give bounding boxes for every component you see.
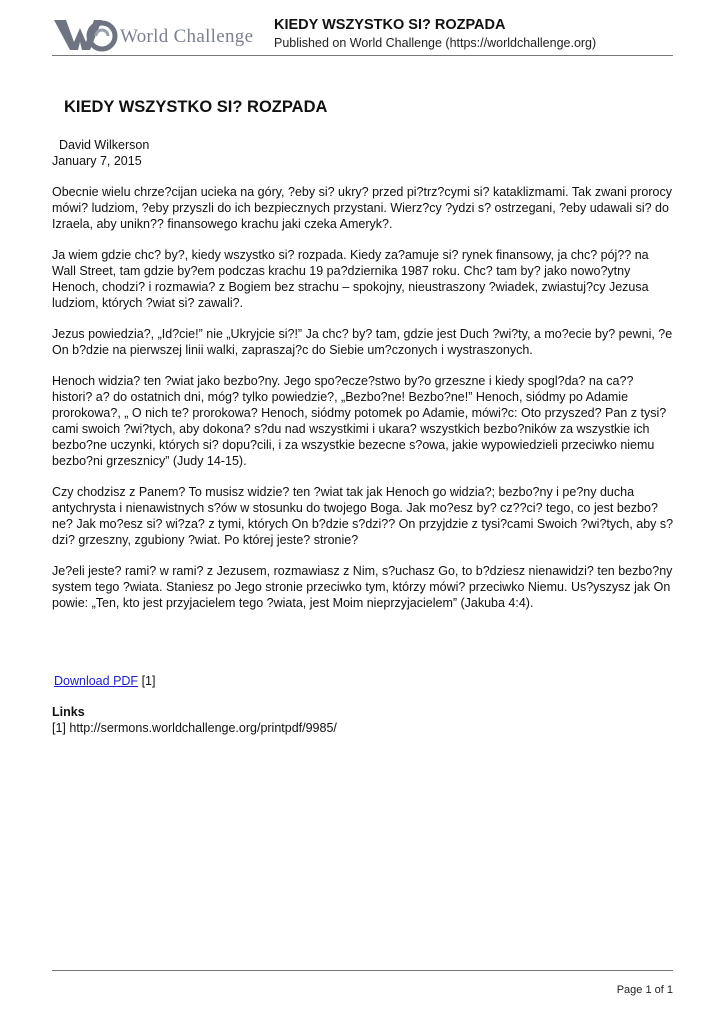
article-title: KIEDY WSZYSTKO SI? ROZPADA xyxy=(64,98,328,116)
paragraph: Czy chodzisz z Panem? To musisz widzie? ten ?wiat tak jak Henoch go widzia?; bezbo?ny i pe?ny ducha antychrysta i nienawistnych s?ów w stosunku do twojego Boga. Jak mo?esz by? cz??ci? tego, co jest bezbo?ne? Jak mo?esz si? wi?za? z tymi, których On b?dzie s?dzi?? On przyjdzie z tysi?cami Swoich ?wi?tych, aby s?dzi? grzeszny, zgubiony ?wiat. Po której jeste? stronie? xyxy=(52,485,674,547)
paragraph: Je?eli jeste? rami? w rami? z Jezusem, rozmawiasz z Nim, s?uchasz Go, to b?dziesz nienawidzi? ten bezbo?ny system tego ?wiata. Staniesz po Jego stronie przeciwko tym, którzy mówi? przeciwko Niemu. Us?yszysz jak On powie: „Ten, kto jest przyjacielem tego ?wiata, jest Moim nieprzyjacielem” (Jakuba 4:4). xyxy=(52,564,673,610)
page-header xyxy=(52,12,673,56)
header-divider xyxy=(52,55,673,56)
download-ref: [1] xyxy=(141,674,156,688)
footer-divider xyxy=(52,970,673,971)
paragraph: Jezus powiedzia?, „Id?cie!” nie „Ukryjcie si?!” Ja chc? by? tam, gdzie jest Duch ?wi?ty, a mo?ecie by? pewni, ?e On b?dzie na pierwszej linii walki, zapraszaj?c do Siebie um?czonych i wystraszonych. xyxy=(52,327,673,357)
download-row xyxy=(52,673,674,689)
world-challenge-logo[interactable] xyxy=(52,16,262,56)
page-number: Page 1 of 1 xyxy=(616,984,673,996)
logo-wordmark: World Challenge xyxy=(120,26,254,47)
paragraph: Henoch widzia? ten ?wiat jako bezbo?ny. Jego spo?ecze?stwo by?o grzeszne i kiedy spogl?da? na ca?? histori? a? do ostatnich dni, móg? tylko powiedzie?, „Bezbo?ne! Bezbo?ne!” Henoch, siódmy po Adamie prorokowa?, „ O nich te? prorokowa? Henoch, siódmy potomek po Adamie, mówi?c: Oto przyszed? Pan z tysi?cami swoich ?wi?tych, aby dokona? s?du nad wszystkimi i ukara? wszystkich bezbo?ników za wszystkie ich bezbo?ne uczynki, których si? dopu?cili, i za wszystkie bezecne s?owa, jakie wypowiedzieli przeciwko niemu bezbo?ni grzesznicy” (Judy 14-15). xyxy=(52,374,667,468)
paragraph: Obecnie wielu chrze?cijan ucieka na góry, ?eby si? ukry? przed pi?trz?cymi si? kataklizmami. Tak zwani prorocy mówi? ludziom, ?eby przyszli do ich bezpiecznych przystani. Wierz?cy ?ydzi s? ostrzegani, ?eby udawali si? do Izraela, aby unikn?? finansowego krachu jaki czeka Ameryk?. xyxy=(52,185,672,231)
world-challenge-logo-icon xyxy=(52,16,118,52)
paragraph: Ja wiem gdzie chc? by?, kiedy wszystko si? rozpada. Kiedy za?amuje si? rynek finansowy, ja chc? pój?? na Wall Street, tam gdzie by?em podczas krachu 19 pa?dziernika 1987 roku. Chc? tam by? jako nowo?ytny Henoch, chodzi? i rozmawia? z Bogiem bez strachu – spokojny, nieustraszony ?wiadek, zwiastuj?cy Jezusa ludziom, których ?wiat si? zawali?. xyxy=(52,248,649,310)
published-source: Published on World Challenge (https://worldchallenge.org) xyxy=(274,36,597,50)
links-item: [1] http://sermons.worldchallenge.org/printpdf/9985/ xyxy=(52,721,337,735)
article xyxy=(52,96,674,736)
links-heading: Links xyxy=(52,705,85,719)
download-pdf-link[interactable]: Download PDF xyxy=(54,674,139,688)
article-author: David Wilkerson xyxy=(59,138,150,152)
header-title: KIEDY WSZYSTKO SI? ROZPADA xyxy=(274,17,506,33)
article-date: January 7, 2015 xyxy=(52,154,142,168)
header-info xyxy=(274,16,596,52)
article-meta xyxy=(52,137,674,169)
